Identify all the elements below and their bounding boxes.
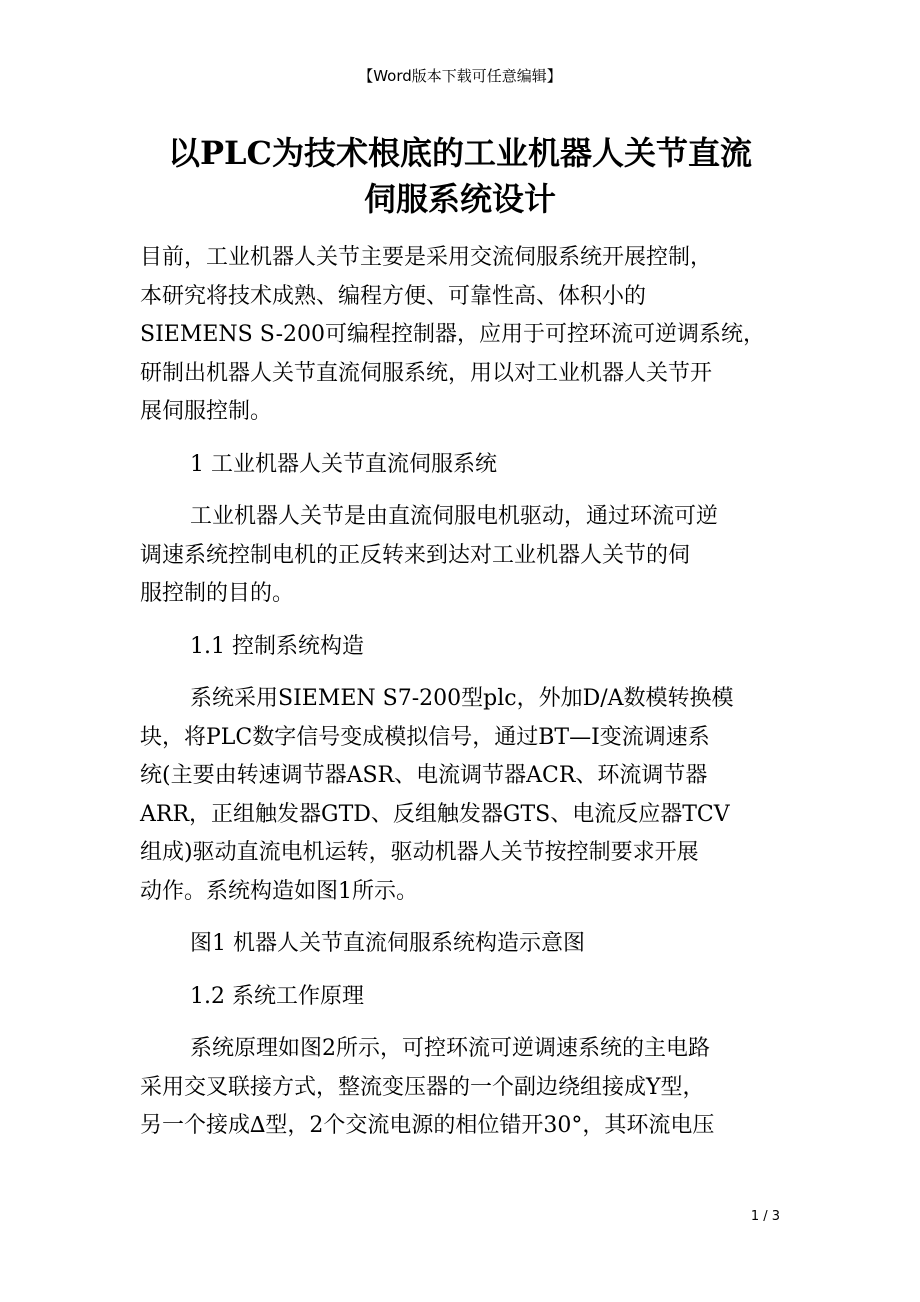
text-line: 研制出机器人关节直流伺服系统，用以对工业机器人关节开: [140, 360, 713, 386]
text-line: 采用交叉联接方式，整流变压器的一个副边绕组接成Y型，: [140, 1074, 705, 1100]
document-title: [120, 130, 800, 222]
section-1-1-paragraph: [140, 680, 790, 911]
section-1-2-paragraph: [140, 1030, 790, 1146]
text-line: 另一个接成∆型，2个交流电源的相位错开30°，其环流电压: [140, 1113, 715, 1138]
text-line: 展伺服控制。: [140, 399, 273, 424]
page-number: 1 / 3: [750, 1209, 780, 1224]
text-line: 系统采用SIEMEN S7-200型plc，外加D/A数模转换模: [190, 686, 734, 711]
text-line: 服控制的目的。: [140, 581, 295, 606]
section-heading-1-2: 1.2 系统工作原理: [190, 983, 364, 1009]
figure-1-caption: 图1 机器人关节直流伺服系统构造示意图: [190, 931, 585, 956]
section-1-paragraph: [140, 498, 790, 614]
text-line: 统(主要由转速调节器ASR、电流调节器ACR、环流调节器: [140, 763, 708, 788]
intro-paragraph: [140, 239, 790, 432]
document-body: [140, 239, 790, 1160]
text-line: 目前，工业机器人关节主要是采用交流伺服系统开展控制，: [140, 245, 713, 270]
title-line: 伺服系统设计: [363, 180, 556, 218]
text-line: SIEMENS S-200可编程控制器，应用于可控环流可逆调系统，: [140, 322, 766, 347]
header-note: 【Word版本下载可任意编辑】: [358, 67, 562, 85]
text-line: 系统原理如图2所示，可控环流可逆调速系统的主电路: [190, 1036, 710, 1061]
text-line: 工业机器人关节是由直流伺服电机驱动，通过环流可逆: [190, 504, 719, 529]
text-line: 调速系统控制电机的正反转来到达对工业机器人关节的伺: [140, 542, 691, 568]
title-line: 以PLC为技术根底的工业机器人关节直流: [167, 134, 753, 172]
text-line: 动作。系统构造如图1所示。: [140, 878, 418, 904]
text-line: 块，将PLC数字信号变成模拟信号，通过BT—I变流调速系: [140, 724, 710, 750]
section-heading-1-1: 1.1 控制系统构造: [190, 633, 364, 659]
text-line: 组成)驱动直流电机运转，驱动机器人关节按控制要求开展: [140, 840, 699, 865]
text-line: 本研究将技术成熟、编程方便、可靠性高、体积小的: [140, 283, 647, 309]
section-heading-1: 1 工业机器人关节直流伺服系统: [190, 451, 497, 477]
text-line: ARR，正组触发器GTD、反组触发器GTS、电流反应器TCV: [140, 801, 730, 827]
